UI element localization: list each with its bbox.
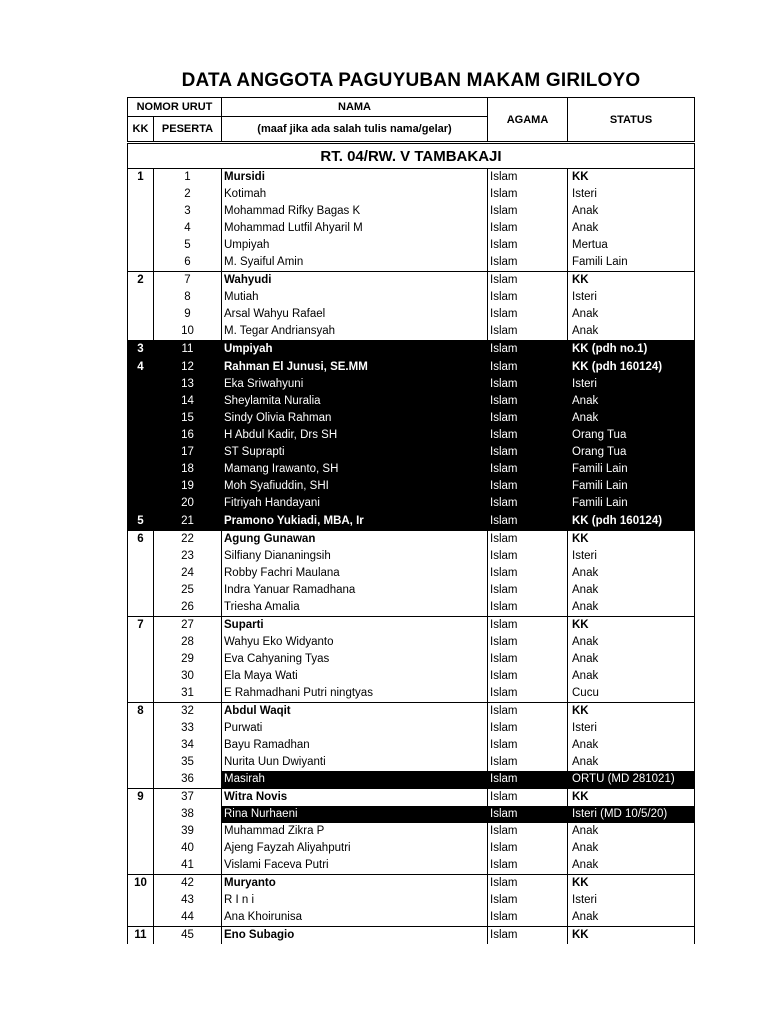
cell-nama: Suparti <box>222 617 488 635</box>
cell-peserta: 14 <box>154 393 222 410</box>
table-row <box>128 254 695 272</box>
table-row <box>128 169 695 187</box>
cell-peserta: 26 <box>154 599 222 617</box>
cell-peserta: 5 <box>154 237 222 254</box>
cell-kk <box>128 410 154 427</box>
cell-agama: Islam <box>488 203 568 220</box>
table-row <box>128 651 695 668</box>
cell-nama: Masirah <box>222 771 488 789</box>
cell-kk <box>128 685 154 703</box>
cell-agama: Islam <box>488 478 568 495</box>
cell-kk <box>128 823 154 840</box>
cell-kk <box>128 651 154 668</box>
cell-kk <box>128 461 154 478</box>
cell-status: KK (pdh 160124) <box>568 359 695 377</box>
table-row <box>128 685 695 703</box>
cell-agama: Islam <box>488 599 568 617</box>
cell-kk <box>128 720 154 737</box>
cell-nama: Eka Sriwahyuni <box>222 376 488 393</box>
cell-kk <box>128 582 154 599</box>
cell-kk <box>128 892 154 909</box>
cell-nama: Muryanto <box>222 875 488 893</box>
cell-nama: Kotimah <box>222 186 488 203</box>
cell-status: Anak <box>568 840 695 857</box>
cell-status: Famili Lain <box>568 495 695 513</box>
cell-peserta: 45 <box>154 927 222 945</box>
cell-kk: 4 <box>128 359 154 377</box>
table-row <box>128 359 695 377</box>
cell-peserta: 37 <box>154 789 222 807</box>
cell-nama: Ela Maya Wati <box>222 668 488 685</box>
header-nama-note: (maaf jika ada salah tulis nama/gelar) <box>222 117 488 143</box>
cell-kk: 2 <box>128 272 154 290</box>
table-row <box>128 720 695 737</box>
cell-nama: Mohammad Lutfil Ahyaril M <box>222 220 488 237</box>
cell-peserta: 36 <box>154 771 222 789</box>
cell-agama: Islam <box>488 720 568 737</box>
section-title: RT. 04/RW. V TAMBAKAJI <box>128 143 695 169</box>
cell-nama: Vislami Faceva Putri <box>222 857 488 875</box>
table-row <box>128 771 695 789</box>
cell-kk <box>128 857 154 875</box>
cell-kk: 9 <box>128 789 154 807</box>
cell-status: Anak <box>568 754 695 771</box>
cell-status: Anak <box>568 737 695 754</box>
cell-status: KK <box>568 169 695 187</box>
cell-kk <box>128 565 154 582</box>
cell-kk: 1 <box>128 169 154 187</box>
cell-agama: Islam <box>488 875 568 893</box>
cell-nama: Bayu Ramadhan <box>222 737 488 754</box>
cell-status: Mertua <box>568 237 695 254</box>
cell-kk <box>128 737 154 754</box>
cell-status: Anak <box>568 306 695 323</box>
table-row <box>128 634 695 651</box>
cell-status: Isteri <box>568 186 695 203</box>
table-row <box>128 565 695 582</box>
table-row <box>128 203 695 220</box>
cell-nama: Purwati <box>222 720 488 737</box>
cell-nama: ST Suprapti <box>222 444 488 461</box>
cell-agama: Islam <box>488 427 568 444</box>
cell-status: Anak <box>568 857 695 875</box>
cell-status: Orang Tua <box>568 444 695 461</box>
cell-nama: Witra Novis <box>222 789 488 807</box>
cell-nama: Sheylamita Nuralia <box>222 393 488 410</box>
cell-nama: Wahyu Eko Widyanto <box>222 634 488 651</box>
cell-nama: H Abdul Kadir, Drs SH <box>222 427 488 444</box>
cell-agama: Islam <box>488 634 568 651</box>
cell-status: Anak <box>568 323 695 341</box>
cell-agama: Islam <box>488 823 568 840</box>
cell-status: KK (pdh 160124) <box>568 513 695 531</box>
cell-status: Orang Tua <box>568 427 695 444</box>
cell-agama: Islam <box>488 703 568 721</box>
table-row <box>128 737 695 754</box>
cell-peserta: 16 <box>154 427 222 444</box>
cell-nama: Rina Nurhaeni <box>222 806 488 823</box>
cell-kk: 11 <box>128 927 154 945</box>
cell-kk: 3 <box>128 341 154 359</box>
cell-agama: Islam <box>488 789 568 807</box>
cell-peserta: 24 <box>154 565 222 582</box>
cell-agama: Islam <box>488 685 568 703</box>
cell-peserta: 33 <box>154 720 222 737</box>
cell-nama: Ana Khoirunisa <box>222 909 488 927</box>
cell-nama: Abdul Waqit <box>222 703 488 721</box>
page-title: DATA ANGGOTA PAGUYUBAN MAKAM GIRILOYO <box>181 70 641 91</box>
table-row <box>128 806 695 823</box>
cell-nama: Eva Cahyaning Tyas <box>222 651 488 668</box>
cell-nama: M. Tegar Andriansyah <box>222 323 488 341</box>
cell-peserta: 34 <box>154 737 222 754</box>
cell-peserta: 23 <box>154 548 222 565</box>
header-kk: KK <box>128 117 154 143</box>
cell-peserta: 39 <box>154 823 222 840</box>
cell-kk: 10 <box>128 875 154 893</box>
cell-agama: Islam <box>488 186 568 203</box>
cell-kk <box>128 754 154 771</box>
cell-peserta: 41 <box>154 857 222 875</box>
cell-kk: 5 <box>128 513 154 531</box>
cell-kk <box>128 393 154 410</box>
cell-status: Anak <box>568 393 695 410</box>
cell-agama: Islam <box>488 806 568 823</box>
cell-peserta: 27 <box>154 617 222 635</box>
cell-agama: Islam <box>488 254 568 272</box>
cell-status: KK <box>568 272 695 290</box>
cell-kk: 7 <box>128 617 154 635</box>
cell-kk <box>128 427 154 444</box>
table-row <box>128 909 695 927</box>
cell-nama: Mamang Irawanto, SH <box>222 461 488 478</box>
cell-agama: Islam <box>488 220 568 237</box>
cell-nama: E Rahmadhani Putri ningtyas <box>222 685 488 703</box>
member-table <box>127 97 695 944</box>
cell-agama: Islam <box>488 651 568 668</box>
cell-peserta: 8 <box>154 289 222 306</box>
cell-status: Anak <box>568 823 695 840</box>
cell-agama: Islam <box>488 754 568 771</box>
cell-kk <box>128 237 154 254</box>
table-row <box>128 186 695 203</box>
table-row <box>128 548 695 565</box>
cell-status: Isteri <box>568 376 695 393</box>
cell-nama: Wahyudi <box>222 272 488 290</box>
cell-peserta: 44 <box>154 909 222 927</box>
cell-kk <box>128 840 154 857</box>
cell-agama: Islam <box>488 495 568 513</box>
table-row <box>128 393 695 410</box>
cell-kk <box>128 634 154 651</box>
cell-nama: Nurita Uun Dwiyanti <box>222 754 488 771</box>
cell-peserta: 40 <box>154 840 222 857</box>
cell-agama: Islam <box>488 892 568 909</box>
cell-nama: Triesha Amalia <box>222 599 488 617</box>
table-row <box>128 857 695 875</box>
table-row <box>128 617 695 635</box>
cell-peserta: 19 <box>154 478 222 495</box>
cell-status: Isteri <box>568 892 695 909</box>
cell-kk <box>128 186 154 203</box>
cell-peserta: 30 <box>154 668 222 685</box>
header-nama: NAMA <box>222 98 488 117</box>
cell-status: Isteri <box>568 289 695 306</box>
cell-kk <box>128 806 154 823</box>
cell-agama: Islam <box>488 513 568 531</box>
cell-status: Anak <box>568 634 695 651</box>
cell-nama: Arsal Wahyu Rafael <box>222 306 488 323</box>
table-row <box>128 341 695 359</box>
cell-nama: Mursidi <box>222 169 488 187</box>
cell-agama: Islam <box>488 341 568 359</box>
cell-nama: Eno Subagio <box>222 927 488 945</box>
cell-peserta: 4 <box>154 220 222 237</box>
cell-nama: Robby Fachri Maulana <box>222 565 488 582</box>
cell-nama: Indra Yanuar Ramadhana <box>222 582 488 599</box>
cell-nama: Rahman El Junusi, SE.MM <box>222 359 488 377</box>
table-row <box>128 582 695 599</box>
table-header <box>128 98 695 143</box>
table-row <box>128 703 695 721</box>
cell-status: Anak <box>568 651 695 668</box>
cell-agama: Islam <box>488 927 568 945</box>
cell-status: KK <box>568 703 695 721</box>
cell-peserta: 17 <box>154 444 222 461</box>
header-status: STATUS <box>568 98 695 143</box>
cell-peserta: 20 <box>154 495 222 513</box>
table-row <box>128 754 695 771</box>
cell-agama: Islam <box>488 393 568 410</box>
cell-kk <box>128 909 154 927</box>
cell-agama: Islam <box>488 410 568 427</box>
cell-nama: Agung Gunawan <box>222 531 488 549</box>
cell-peserta: 7 <box>154 272 222 290</box>
cell-agama: Islam <box>488 289 568 306</box>
table-row <box>128 444 695 461</box>
cell-nama: Ajeng Fayzah Aliyahputri <box>222 840 488 857</box>
cell-peserta: 42 <box>154 875 222 893</box>
cell-status: Anak <box>568 220 695 237</box>
cell-kk: 8 <box>128 703 154 721</box>
table-row <box>128 376 695 393</box>
cell-status: KK <box>568 531 695 549</box>
cell-status: Famili Lain <box>568 478 695 495</box>
cell-peserta: 12 <box>154 359 222 377</box>
cell-agama: Islam <box>488 359 568 377</box>
table-row <box>128 823 695 840</box>
table-row <box>128 789 695 807</box>
cell-status: Anak <box>568 668 695 685</box>
cell-peserta: 11 <box>154 341 222 359</box>
cell-agama: Islam <box>488 668 568 685</box>
cell-nama: R I n i <box>222 892 488 909</box>
cell-status: Isteri (MD 10/5/20) <box>568 806 695 823</box>
cell-status: Isteri <box>568 548 695 565</box>
cell-kk <box>128 668 154 685</box>
cell-peserta: 3 <box>154 203 222 220</box>
cell-nama: Silfiany Diananingsih <box>222 548 488 565</box>
cell-peserta: 6 <box>154 254 222 272</box>
table-row <box>128 927 695 945</box>
cell-nama: Muhammad Zikra P <box>222 823 488 840</box>
cell-status: KK <box>568 927 695 945</box>
cell-peserta: 10 <box>154 323 222 341</box>
cell-status: Anak <box>568 203 695 220</box>
cell-kk <box>128 254 154 272</box>
cell-agama: Islam <box>488 857 568 875</box>
cell-nama: Umpiyah <box>222 341 488 359</box>
cell-agama: Islam <box>488 237 568 254</box>
cell-agama: Islam <box>488 306 568 323</box>
cell-agama: Islam <box>488 461 568 478</box>
cell-peserta: 1 <box>154 169 222 187</box>
cell-nama: Mohammad Rifky Bagas K <box>222 203 488 220</box>
cell-status: Anak <box>568 909 695 927</box>
table-row <box>128 410 695 427</box>
cell-kk <box>128 548 154 565</box>
cell-kk <box>128 306 154 323</box>
cell-agama: Islam <box>488 376 568 393</box>
cell-agama: Islam <box>488 272 568 290</box>
table-row <box>128 875 695 893</box>
table-row <box>128 272 695 290</box>
table-row <box>128 478 695 495</box>
cell-peserta: 31 <box>154 685 222 703</box>
cell-peserta: 9 <box>154 306 222 323</box>
cell-agama: Islam <box>488 169 568 187</box>
cell-nama: Fitriyah Handayani <box>222 495 488 513</box>
header-nomor-urut: NOMOR URUT <box>128 98 222 117</box>
table-row <box>128 461 695 478</box>
table-row <box>128 599 695 617</box>
cell-peserta: 25 <box>154 582 222 599</box>
table-row <box>128 427 695 444</box>
table-row <box>128 892 695 909</box>
cell-agama: Islam <box>488 737 568 754</box>
cell-peserta: 28 <box>154 634 222 651</box>
cell-peserta: 13 <box>154 376 222 393</box>
cell-kk <box>128 376 154 393</box>
cell-agama: Islam <box>488 323 568 341</box>
cell-peserta: 29 <box>154 651 222 668</box>
header-peserta: PESERTA <box>154 117 222 143</box>
cell-peserta: 43 <box>154 892 222 909</box>
cell-peserta: 38 <box>154 806 222 823</box>
cell-kk <box>128 289 154 306</box>
cell-status: KK <box>568 875 695 893</box>
cell-status: Anak <box>568 582 695 599</box>
cell-agama: Islam <box>488 444 568 461</box>
cell-agama: Islam <box>488 840 568 857</box>
cell-agama: Islam <box>488 565 568 582</box>
cell-agama: Islam <box>488 548 568 565</box>
cell-status: Famili Lain <box>568 461 695 478</box>
cell-status: KK <box>568 617 695 635</box>
cell-kk <box>128 771 154 789</box>
cell-kk <box>128 444 154 461</box>
cell-agama: Islam <box>488 909 568 927</box>
cell-nama: Sindy Olivia Rahman <box>222 410 488 427</box>
table-body <box>128 143 695 945</box>
table-row <box>128 306 695 323</box>
cell-nama: Pramono Yukiadi, MBA, Ir <box>222 513 488 531</box>
cell-status: Cucu <box>568 685 695 703</box>
table-row <box>128 237 695 254</box>
cell-kk <box>128 478 154 495</box>
cell-kk <box>128 203 154 220</box>
cell-peserta: 21 <box>154 513 222 531</box>
table-row <box>128 323 695 341</box>
cell-kk <box>128 599 154 617</box>
table-row <box>128 289 695 306</box>
cell-nama: M. Syaiful Amin <box>222 254 488 272</box>
cell-agama: Islam <box>488 771 568 789</box>
cell-nama: Umpiyah <box>222 237 488 254</box>
header-agama: AGAMA <box>488 98 568 143</box>
cell-status: KK (pdh no.1) <box>568 341 695 359</box>
cell-status: Anak <box>568 410 695 427</box>
cell-status: Anak <box>568 565 695 582</box>
cell-kk <box>128 220 154 237</box>
table-row <box>128 513 695 531</box>
cell-status: Anak <box>568 599 695 617</box>
table-row <box>128 531 695 549</box>
cell-peserta: 22 <box>154 531 222 549</box>
cell-status: ORTU (MD 281021) <box>568 771 695 789</box>
cell-peserta: 18 <box>154 461 222 478</box>
cell-agama: Islam <box>488 582 568 599</box>
cell-peserta: 35 <box>154 754 222 771</box>
cell-nama: Moh Syafiuddin, SHI <box>222 478 488 495</box>
table-row <box>128 495 695 513</box>
cell-status: Famili Lain <box>568 254 695 272</box>
cell-peserta: 15 <box>154 410 222 427</box>
section-row <box>128 143 695 169</box>
cell-kk: 6 <box>128 531 154 549</box>
cell-agama: Islam <box>488 531 568 549</box>
table-row <box>128 220 695 237</box>
cell-kk <box>128 323 154 341</box>
cell-kk <box>128 495 154 513</box>
cell-peserta: 2 <box>154 186 222 203</box>
cell-status: Isteri <box>568 720 695 737</box>
cell-nama: Mutiah <box>222 289 488 306</box>
table-row <box>128 840 695 857</box>
cell-peserta: 32 <box>154 703 222 721</box>
cell-status: KK <box>568 789 695 807</box>
cell-agama: Islam <box>488 617 568 635</box>
table-row <box>128 668 695 685</box>
